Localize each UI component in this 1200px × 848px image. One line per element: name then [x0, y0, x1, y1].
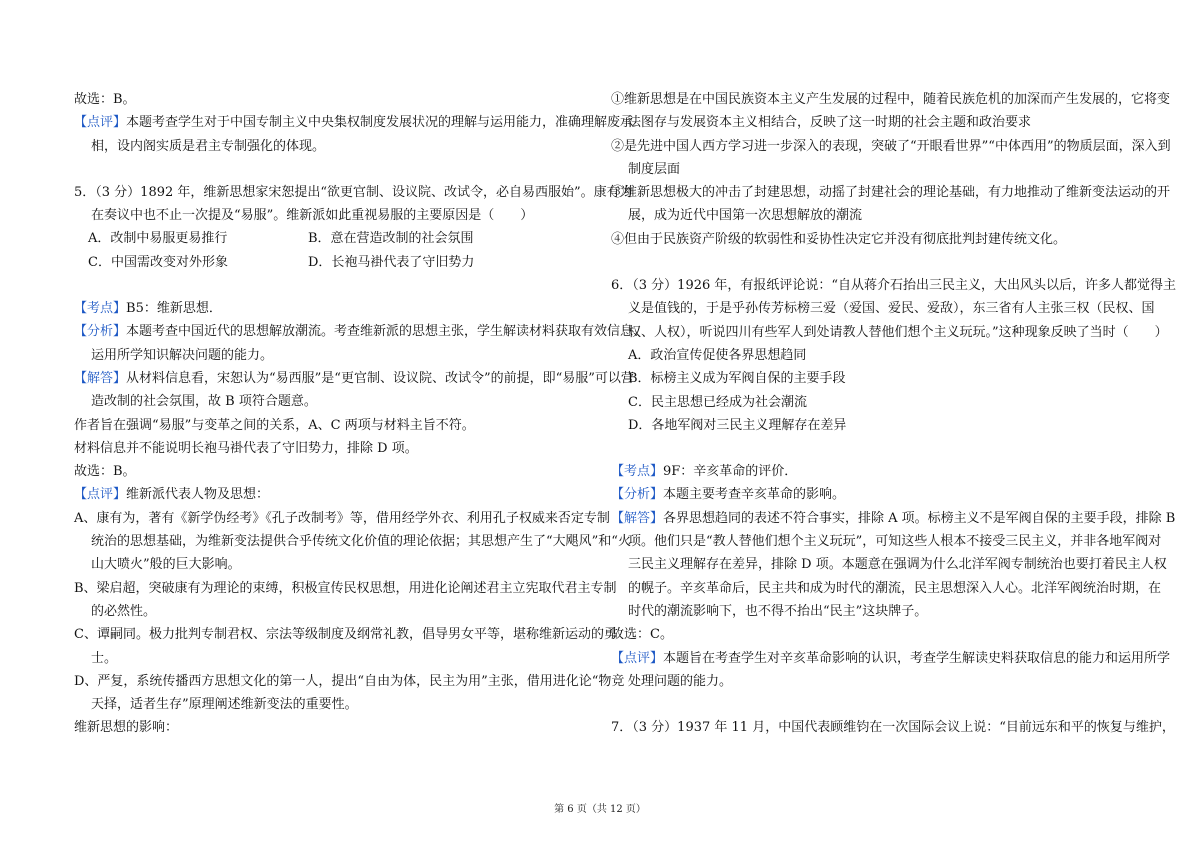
question-5-options-row1 [74, 227, 588, 250]
answer-line: 故选：B。 [74, 464, 136, 480]
list-item-c: C、谭嗣同。极力批判专制君权、宗法等级制度及纲常礼教，倡导男女平等，堪称维新运动的勇 [74, 627, 617, 643]
kaodian-text: 9F：辛亥革命的评价． [663, 464, 798, 480]
analysis-text-cont: 运用所学知识解决问题的能力。 [91, 347, 274, 363]
comment-text: 本题考查学生对于中国专制主义中央集权制度发展状况的理解与运用能力，准确理解废承 [126, 115, 634, 131]
list-item-d-cont: 天择，适者生存”原理阐述维新变法的重要性。 [91, 697, 358, 713]
comment-text-cont: 相，设内阁实质是君主专制强化的体现。 [91, 138, 326, 154]
paragraph: 作者旨在强调“易服”与变革之间的关系，A、C 两项与材料主旨不符。 [74, 417, 475, 433]
comment-line [74, 483, 588, 506]
option-a: A．政治宣传促使各界思想趋同 [628, 347, 807, 363]
impact-item-1-cont: 法图存与发展资本主义相结合，反映了这一时期的社会主题和政治要求 [628, 115, 1032, 131]
list-item-d: D、严复，系统传播西方思想文化的第一人，提出“自由为体，民主为用”主张，借用进化论“物竞 [74, 673, 625, 689]
impact-item-2-cont: 制度层面 [628, 161, 681, 177]
list-item-c-cont: 士。 [91, 650, 118, 666]
comment-tag: 【点评】 [74, 487, 127, 503]
option-c: C．中国需改变对外形象 [88, 254, 228, 270]
question-7-stem: 7．（3 分）1937 年 11 月，中国代表顾维钧在一次国际会议上说：“目前远东和平的恢复与维护， [611, 720, 1175, 736]
question-5-stem-cont: 在奏议中也不止一次提及“易服”。维新派如此重视易服的主要原因是（ ） [91, 208, 534, 224]
option-c: C．民主思想已经成为社会潮流 [628, 394, 807, 410]
solution-text-cont: 造改制的社会氛围，故 B 项符合题意。 [91, 394, 317, 410]
question-6-stem-cont: 权、人权），听说四川有些军人到处请教人替他们想个主义玩玩。”这种现象反映了当时（ ） [628, 324, 1168, 340]
list-item-b: B、梁启超，突破康有为理论的束缚，积极宣传民权思想，用进化论阐述君主立宪取代君主专制 [74, 580, 617, 596]
answer-line: 故选：C。 [611, 627, 673, 643]
list-item-b-cont: 的必然性。 [91, 603, 157, 619]
comment-line [611, 647, 1171, 670]
impact-item-3-cont: 展，成为近代中国第一次思想解放的潮流 [628, 208, 863, 224]
kaodian-line [611, 460, 1131, 483]
solution-text-cont: 三民主义理解存在差异，排除 D 项。本题意在强调为什么北洋军阀专制统治也要打着民主人权 [628, 557, 1167, 573]
comment-text: 本题旨在考查学生对辛亥革命影响的认识，考查学生解读史料获取信息的能力和运用所学 [663, 650, 1171, 666]
option-d: D．各地军阀对三民主义理解存在差异 [628, 417, 847, 433]
impact-item-1: ①维新思想是在中国民族资本主义产生发展的过程中，随着民族危机的加深而产生发展的，它将变 [611, 92, 1171, 107]
comment-text-cont: 处理问题的能力。 [628, 673, 733, 689]
question-5-options-row2 [74, 251, 588, 274]
paragraph: 维新思想的影响： [74, 720, 179, 736]
option-a: A．改制中易服更易推行 [88, 231, 228, 247]
comment-text: 维新派代表人物及思想： [126, 487, 270, 503]
analysis-tag: 【分析】 [611, 487, 664, 503]
list-item-a-cont: 统治的思想基础，为维新变法提供合乎传统文化价值的理论依据；其思想产生了“大飓风”和“火 [91, 534, 631, 550]
option-d: D．长袍马褂代表了守旧势力 [308, 254, 475, 270]
solution-text-cont: 时代的潮流影响下，也不得不抬出“民主”这块牌子。 [628, 603, 928, 619]
solution-text-cont: 的幌子。辛亥革命后，民主共和成为时代的潮流，民主思想深入人心。北洋军阀统治时期，在 [628, 580, 1162, 596]
solution-tag: 【解答】 [611, 510, 664, 526]
question-6-stem-cont: 义是值钱的，于是乎孙传芳标榜三爱（爱国、爱民、爱敌），东三省有人主张三权（民权、国 [628, 301, 1155, 317]
comment-line [74, 111, 634, 134]
question-5-stem: 5．（3 分）1892 年，维新思想家宋恕提出“欲更官制、设议院、改试令，必自易西服始”。康有为 [74, 184, 633, 200]
comment-tag: 【点评】 [74, 115, 127, 131]
impact-item-2: ②是先进中国人西方学习进一步深入的表现，突破了“开眼看世界”“中体西用”的物质层面，深入到 [611, 138, 1171, 154]
paragraph: 材料信息并不能说明长袍马褂代表了守旧势力，排除 D 项。 [74, 440, 418, 456]
solution-line [74, 367, 634, 390]
analysis-text: 本题主要考查辛亥革命的影响。 [663, 487, 846, 503]
kaodian-tag: 【考点】 [611, 464, 664, 480]
kaodian-tag: 【考点】 [74, 301, 127, 317]
solution-text: 从材料信息看，宋恕认为“易西服”是“更官制、设议院、改试令”的前提，即“易服”可以营 [126, 370, 634, 386]
list-item-a-cont: 山大喷火”般的巨大影响。 [91, 557, 241, 573]
solution-line [611, 507, 1176, 530]
analysis-line [611, 483, 1131, 506]
analysis-tag: 【分析】 [74, 324, 127, 340]
page-number: 第 6 页（共 12 页） [554, 804, 646, 815]
option-b: B．意在营造改制的社会氛围 [308, 231, 474, 247]
impact-item-4: ④但由于民族资产阶级的软弱性和妥协性决定它并没有彻底批判封建传统文化。 [611, 231, 1067, 247]
solution-text: 各界思想趋同的表述不符合事实，排除 A 项。标榜主义不是军阀自保的主要手段，排除 B [663, 510, 1176, 526]
kaodian-line [74, 297, 588, 320]
comment-tag: 【点评】 [611, 650, 664, 666]
right-column [611, 88, 1177, 739]
list-item-a: A、康有为，著有《新学伪经考》《孔子改制考》等，借用经学外衣、利用孔子权威来否定专制 [74, 510, 610, 526]
impact-item-3: ③维新思想极大的冲击了封建思想，动摇了封建社会的理论基础，有力地推动了维新变法运动的开 [611, 185, 1171, 201]
option-b: B．标榜主义成为军阀自保的主要手段 [628, 371, 846, 387]
question-6-stem: 6．（3 分）1926 年，有报纸评论说：“自从蒋介石抬出三民主义，大出风头以后，许多人都觉得主 [611, 278, 1177, 294]
answer-line: 故选：B。 [74, 92, 136, 107]
analysis-text: 本题考查中国近代的思想解放潮流。考查维新派的思想主张，学生解读材料获取有效信息、 [126, 324, 647, 340]
kaodian-text: B5：维新思想． [126, 301, 222, 317]
solution-tag: 【解答】 [74, 370, 127, 386]
solution-text-cont: 项。他们只是“教人替他们想个主义玩玩”，可知这些人根本不接受三民主义，并非各地军阀对 [628, 534, 1162, 550]
analysis-line [74, 320, 647, 343]
